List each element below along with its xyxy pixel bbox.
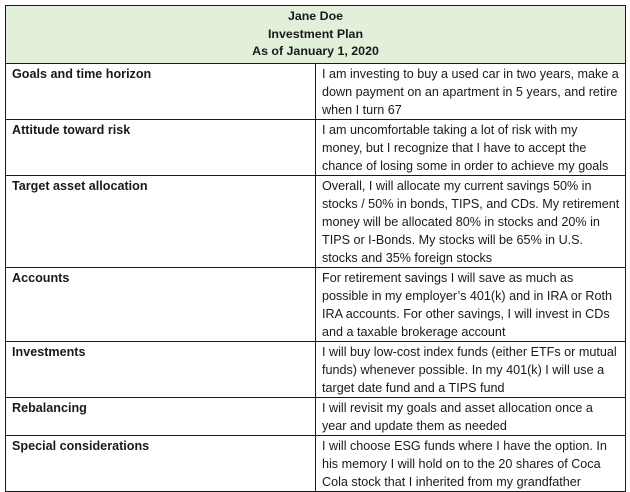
row-text-investments: I will buy low-cost index funds (either ETFs or mutual funds) whenever possible. In my 401(k) I will use a target date fund and a TIPS fund	[316, 341, 626, 397]
table-header	[6, 6, 626, 64]
table-row	[6, 435, 626, 491]
row-text-rebalancing: I will revisit my goals and asset allocation once a year and update them as needed	[316, 397, 626, 435]
investment-plan-table	[5, 5, 626, 492]
row-text-allocation: Overall, I will allocate my current savings 50% in stocks / 50% in bonds, TIPS, and CDs. My retirement money will be allocated 80% in stocks and 20% in TIPS or I-Bonds. My stocks will be 65% in U.S. stocks and 35% foreign stocks	[316, 175, 626, 267]
row-label-risk: Attitude toward risk	[6, 119, 316, 175]
row-label-special: Special considerations	[6, 435, 316, 491]
row-label-allocation: Target asset allocation	[6, 175, 316, 267]
row-label-investments: Investments	[6, 341, 316, 397]
row-label-goals: Goals and time horizon	[6, 63, 316, 119]
row-text-goals: I am investing to buy a used car in two years, make a down payment on an apartment in 5 years, and retire when I turn 67	[316, 63, 626, 119]
document-title: Investment Plan	[267, 26, 364, 41]
table-row	[6, 119, 626, 175]
row-text-risk: I am uncomfortable taking a lot of risk with my money, but I recognize that I have to accept the chance of losing some in order to achieve my goals	[316, 119, 626, 175]
table-row	[6, 175, 626, 267]
table-row	[6, 267, 626, 341]
owner-name: Jane Doe	[287, 9, 344, 23]
table-row	[6, 63, 626, 119]
table-row	[6, 341, 626, 397]
row-label-rebalancing: Rebalancing	[6, 397, 316, 435]
header-row	[6, 6, 626, 64]
table-row	[6, 397, 626, 435]
as-of-date: As of January 1, 2020	[252, 44, 379, 58]
row-text-special: I will choose ESG funds where I have the option. In his memory I will hold on to the 20 shares of Coca Cola stock that I inherited from my grandfather	[316, 435, 626, 491]
row-label-accounts: Accounts	[6, 267, 316, 341]
row-text-accounts: For retirement savings I will save as much as possible in my employer’s 401(k) and in IRA or Roth IRA accounts. For other savings, I will invest in CDs and a taxable brokerage account	[316, 267, 626, 341]
